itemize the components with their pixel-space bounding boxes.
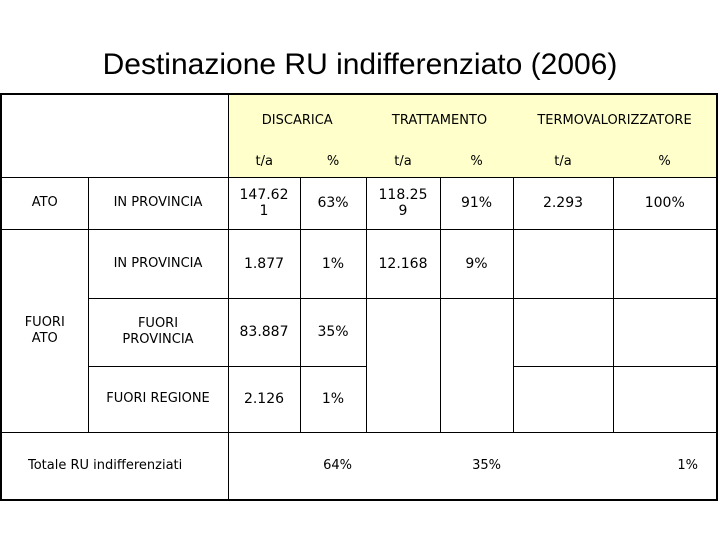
cell-trattamento-ta: 12.168	[366, 229, 440, 298]
unit-discarica-pct: %	[300, 147, 366, 177]
totals-label: Totale RU indifferenziati	[1, 432, 228, 500]
cell-empty	[613, 298, 717, 366]
cell-termo-pct: 100%	[613, 177, 717, 229]
cell-empty	[613, 366, 717, 432]
cell-termo-ta: 2.293	[513, 177, 613, 229]
header-discarica: DISCARICA	[228, 94, 366, 147]
cell-discarica-pct: 35%	[300, 298, 366, 366]
unit-trattamento-ta: t/a	[366, 147, 440, 177]
table-row	[1, 229, 717, 298]
row-label: IN PROVINCIA	[88, 177, 228, 229]
unit-termo-ta: t/a	[513, 147, 613, 177]
cell-empty	[513, 298, 613, 366]
page-title: Destinazione RU indifferenziato (2006)	[102, 48, 618, 81]
header-termovalorizzatore: TERMOVALORIZZATORE	[513, 94, 717, 147]
cell-empty	[366, 366, 440, 432]
cell-discarica-pct: 1%	[300, 366, 366, 432]
table-row	[1, 177, 717, 229]
totals-termo: 1%	[513, 432, 717, 500]
row-label: FUORI REGIONE	[88, 366, 228, 432]
cell-discarica-ta: 1.877	[228, 229, 300, 298]
row-group-fuori-ato: FUORI ATO	[24, 314, 65, 346]
cell-discarica-ta: 147.62 1	[228, 177, 300, 229]
row-label: FUORI PROVINCIA	[88, 298, 228, 366]
row-group-ato: ATO	[1, 177, 88, 229]
totals-row	[1, 432, 717, 500]
totals-trattamento: 35%	[366, 432, 513, 500]
cell-empty	[440, 366, 513, 432]
cell-discarica-pct: 1%	[300, 229, 366, 298]
cell-discarica-pct: 63%	[300, 177, 366, 229]
cell-empty	[613, 229, 717, 298]
cell-empty	[513, 229, 613, 298]
cell-empty	[366, 298, 440, 366]
cell-empty	[440, 298, 513, 366]
cell-trattamento-pct: 9%	[440, 229, 513, 298]
cell-discarica-ta: 83.887	[228, 298, 300, 366]
table-row	[1, 298, 717, 366]
unit-discarica-ta: t/a	[228, 147, 300, 177]
destination-table	[0, 93, 718, 501]
header-trattamento: TRATTAMENTO	[366, 94, 513, 147]
totals-discarica: 64%	[228, 432, 366, 500]
cell-empty	[513, 366, 613, 432]
unit-trattamento-pct: %	[440, 147, 513, 177]
row-label: IN PROVINCIA	[88, 229, 228, 298]
unit-termo-pct: %	[613, 147, 717, 177]
cell-trattamento-ta: 118.25 9	[366, 177, 440, 229]
cell-discarica-ta: 2.126	[228, 366, 300, 432]
table-corner	[1, 94, 228, 177]
cell-trattamento-pct: 91%	[440, 177, 513, 229]
table-row	[1, 366, 717, 432]
